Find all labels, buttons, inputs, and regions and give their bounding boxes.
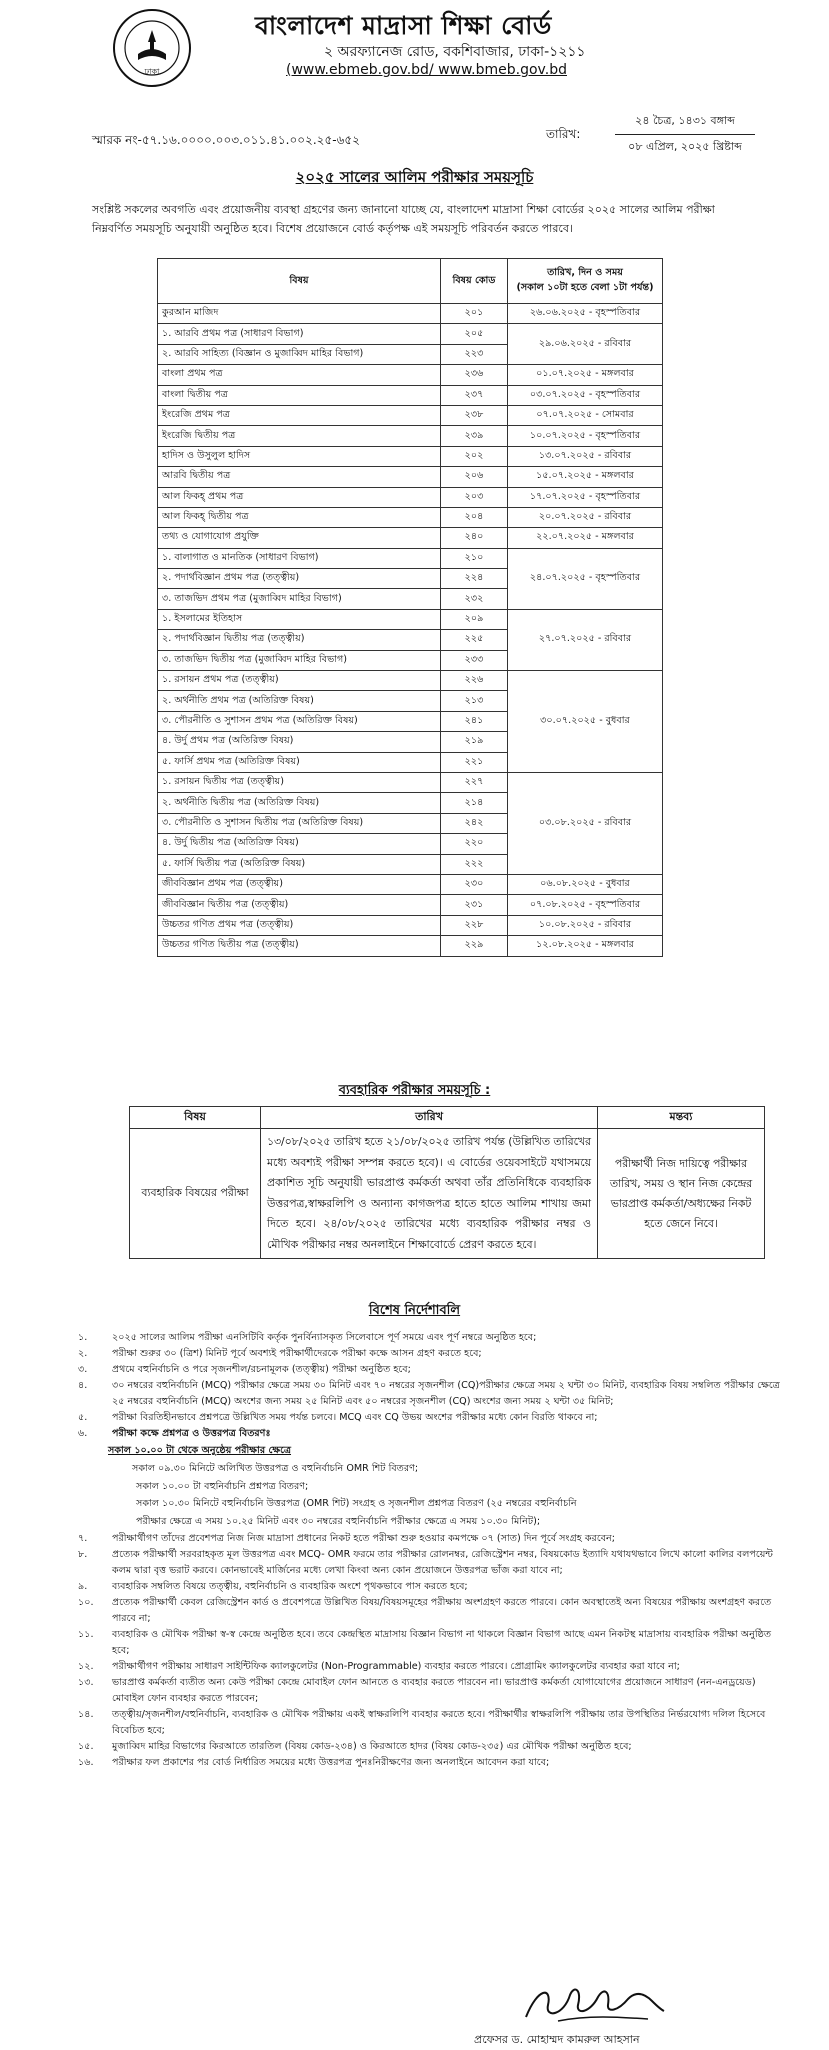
schedule-subject: হাদিস ও উসুলুল হাদিস (158, 446, 441, 466)
schedule-subject: উচ্চতর গণিত দ্বিতীয় পত্র (তত্ত্বীয়) (158, 936, 441, 956)
schedule-code: ২৩৩ (441, 650, 508, 670)
schedule-subject: জীববিজ্ঞান দ্বিতীয় পত্র (তত্ত্বীয়) (158, 895, 441, 915)
schedule-code: ২২১ (441, 752, 508, 772)
schedule-subject: ৪. উর্দু প্রথম পত্র (অতিরিক্ত বিষয়) (158, 732, 441, 752)
table-row (158, 609, 663, 629)
schedule-date: ০৬.০৮.২০২৫ - বুধবার (508, 874, 663, 894)
instruction-text: ব্যবহারিক সম্বলিত বিষয়ে তত্ত্বীয়, বহুনির্বাচনি ও ব্যবহারিক অংশে পৃথকভাবে পাস করতে হবে; (112, 1580, 468, 1592)
instruction-sub-heading: সকাল ১০.০০ টা থেকে অনুষ্ঠেয় পরীক্ষার ক্ষেত্রে (108, 1445, 292, 1456)
table-row (158, 365, 663, 385)
schedule-code: ২০৯ (441, 609, 508, 629)
schedule-code: ২২০ (441, 834, 508, 854)
schedule-code: ২১৪ (441, 793, 508, 813)
schedule-date: ১২.০৮.২০২৫ - মঙ্গলবার (508, 936, 663, 956)
table-row (158, 528, 663, 548)
schedule-date: ০১.০৭.২০২৫ - মঙ্গলবার (508, 365, 663, 385)
practical-header-date: তারিখ (261, 1107, 598, 1129)
schedule-subject: তথ্য ও যোগাযোগ প্রযুক্তি (158, 528, 441, 548)
schedule-code: ২৩৮ (441, 405, 508, 425)
instruction-sub-line: সকাল ০৯.৩০ মিনিটে অলিখিত উত্তরপত্র ও বহুনির্বাচনি OMR শিট বিতরণ; (132, 1462, 419, 1474)
practical-header-subject: বিষয় (130, 1107, 261, 1129)
instruction-number: ১৩. (78, 1676, 94, 1688)
date-bangla: ২৪ চৈত্র, ১৪৩১ বঙ্গাব্দ (615, 112, 755, 135)
instruction-number: ৬. (78, 1428, 88, 1439)
instruction-number: ৩. (78, 1364, 88, 1375)
schedule-code: ২৩৯ (441, 426, 508, 446)
schedule-code: ২৩০ (441, 874, 508, 894)
instruction-text: পরীক্ষা বিরতিহীনভাবে প্রশ্নপত্রে উল্লিখিত সময় পর্যন্ত চলবে। MCQ এবং CQ উভয় অংশের পরীক্ষার মধ্যে কোন বিরতি থাকবে না; (112, 1412, 598, 1423)
board-website-link[interactable]: (www.ebmeb.gov.bd/ www.bmeb.gov.bd (286, 62, 567, 78)
table-row (158, 304, 663, 324)
schedule-code: ২৪২ (441, 813, 508, 833)
schedule-code: ২৪১ (441, 711, 508, 731)
instruction-number: ৮. (78, 1548, 88, 1560)
table-row (158, 467, 663, 487)
schedule-code: ২৩৭ (441, 385, 508, 405)
schedule-date: ১৭.০৭.২০২৫ - বৃহস্পতিবার (508, 487, 663, 507)
instruction-number: ১০. (78, 1596, 94, 1608)
schedule-code: ২০২ (441, 446, 508, 466)
table-row (130, 1129, 765, 1259)
schedule-code: ২২৬ (441, 671, 508, 691)
schedule-code: ২৩২ (441, 589, 508, 609)
instruction-item (78, 1755, 786, 1771)
table-row (158, 915, 663, 935)
schedule-subject: ২. আরবি সাহিত্য (বিজ্ঞান ও মুজাব্বিদ মাহির বিভাগ) (158, 344, 441, 364)
table-row (158, 548, 663, 568)
schedule-subject: কুরআন মাজিদ (158, 304, 441, 324)
schedule-date: ০৭.০৭.২০২৫ - সোমবার (508, 405, 663, 425)
schedule-code: ২২৫ (441, 630, 508, 650)
practical-remarks: পরীক্ষার্থী নিজ দায়িত্বে পরীক্ষার তারিখ, সময় ও স্থান নিজ কেন্দ্রের ভারপ্রাপ্ত কর্মকর্তা/অধ্যক্ষের নিকট হতে জেনে নিবে। (598, 1129, 765, 1259)
svg-text:ঢাকা: ঢাকা (144, 67, 160, 76)
instruction-text: প্রত্যেক পরীক্ষার্থী কেবল রেজিস্ট্রেশন কার্ড ও প্রবেশপত্রে উল্লিখিত বিষয়/বিষয়সমূহের পরীক্ষায় অংশগ্রহণ করতে পারবে। কোন অবস্থাতেই অন্য বিষয়ের পরীক্ষায় অংশগ্রহণ করতে পারবে না; (112, 1596, 772, 1624)
schedule-date: ১৫.০৭.২০২৫ - মঙ্গলবার (508, 467, 663, 487)
date-box (615, 112, 755, 157)
header-datetime (508, 259, 663, 304)
schedule-code: ২০৬ (441, 467, 508, 487)
schedule-date: ২৬.০৬.২০২৫ - বৃহস্পতিবার (508, 304, 663, 324)
instruction-number: ১৪. (78, 1708, 94, 1720)
schedule-date: ২২.০৭.২০২৫ - মঙ্গলবার (508, 528, 663, 548)
schedule-date: ১০.০৮.২০২৫ - রবিবার (508, 915, 663, 935)
schedule-subject: ৩. তাজভিদ দ্বিতীয় পত্র (মুজাব্বিদ মাহির বিভাগ) (158, 650, 441, 670)
instruction-text: তত্ত্বীয়/সৃজনশীল/বহুনির্বাচনি, ব্যবহারিক ও মৌখিক পরীক্ষায় একই স্বাক্ষরলিপি ব্যবহার করতে হবে। পরীক্ষার্থীর স্বাক্ষরলিপি পরীক্ষায় তার উপস্থিতির নির্ভরযোগ্য দলিল হিসেবে বিবেচিত হবে; (112, 1708, 766, 1736)
signatory-name: প্রফেসর ড. মোহাম্মদ কামরুল আহসান (474, 2033, 640, 2046)
schedule-subject: ৩. পৌরনীতি ও সুশাসন দ্বিতীয় পত্র (অতিরিক্ত বিষয়) (158, 813, 441, 833)
instruction-item (78, 1362, 786, 1378)
schedule-subject: ২. পদার্থবিজ্ঞান প্রথম পত্র (তত্ত্বীয়) (158, 569, 441, 589)
schedule-subject: ২. অর্থনীতি দ্বিতীয় পত্র (অতিরিক্ত বিষয়) (158, 793, 441, 813)
table-row (158, 895, 663, 915)
instruction-item (78, 1531, 786, 1547)
table-row (158, 487, 663, 507)
board-address: ২ অরফ্যানেজ রোড, বকশিবাজার, ঢাকা-১২১১ (324, 44, 586, 60)
schedule-subject: ২. পদার্থবিজ্ঞান দ্বিতীয় পত্র (তত্ত্বীয়) (158, 630, 441, 650)
schedule-code: ২২৩ (441, 344, 508, 364)
instruction-item (78, 1426, 786, 1442)
schedule-code: ২৩৬ (441, 365, 508, 385)
schedule-subject: ৫. ফার্সি দ্বিতীয় পত্র (অতিরিক্ত বিষয়) (158, 854, 441, 874)
table-row (158, 426, 663, 446)
instruction-item (78, 1547, 786, 1579)
table-row (158, 507, 663, 527)
schedule-subject: জীববিজ্ঞান প্রথম পত্র (তত্ত্বীয়) (158, 874, 441, 894)
schedule-code: ২১০ (441, 548, 508, 568)
board-seal-logo (112, 8, 192, 88)
instruction-sub-line: সকাল ১০.০০ টা বহুনির্বাচনি প্রশ্নপত্র বিতরণ; (136, 1480, 309, 1492)
schedule-date: ৩০.০৭.২০২৫ - বুধবার (508, 671, 663, 773)
signature-image (518, 1975, 668, 2030)
instruction-number: ৭. (78, 1532, 88, 1544)
memo-number: স্মারক নং-৫৭.১৬.০০০০.০০৩.০১১.৪১.০০২.২৫-৬৫২ (92, 133, 360, 147)
date-label: তারিখ: (546, 127, 581, 141)
exam-schedule-table (157, 258, 663, 957)
schedule-subject: আরবি দ্বিতীয় পত্র (158, 467, 441, 487)
schedule-code: ২৪০ (441, 528, 508, 548)
instruction-text: পরীক্ষার্থীগণ তাঁদের প্রবেশপত্র নিজ নিজ মাদ্রাসা প্রধানের নিকট হতে পরীক্ষা শুরু হওয়ার কমপক্ষে ০৭ (সাত) দিন পূর্বে সংগ্রহ করবেন; (112, 1532, 615, 1544)
instruction-text: পরীক্ষা শুরুর ৩০ (ত্রিশ) মিনিট পূর্বে অবশ্যই পরীক্ষার্থীদেরকে পরীক্ষা কক্ষে আসন গ্রহণ করতে হবে; (112, 1348, 482, 1359)
instruction-item (78, 1707, 786, 1739)
schedule-code: ২২৪ (441, 569, 508, 589)
instruction-number: ৯. (78, 1580, 88, 1592)
instruction-number: ১১. (78, 1628, 94, 1640)
schedule-code: ২০১ (441, 304, 508, 324)
instruction-text: ৩০ নম্বরের বহুনির্বাচনি (MCQ) পরীক্ষার ক্ষেত্রে সময় ৩০ মিনিট এবং ৭০ নম্বরের সৃজনশীল (CQ)পরীক্ষার ক্ষেত্রে সময় ২ ঘন্টা ৩০ মিনিট, ব্যবহারিক বিষয় সম্বলিত পরীক্ষার ক্ষেত্রে ২৫ নম্বরের বহুনির্বাচনি (MCQ) অংশের জন্য সময় ২৫ মিনিট এবং ৫০ নম্বরের সৃজনশীল (CQ) অংশের জন্য সময় ২ ঘন্টা ৩৫ মিনিট; (112, 1380, 780, 1407)
schedule-code: ২১৯ (441, 732, 508, 752)
schedule-subject: বাংলা দ্বিতীয় পত্র (158, 385, 441, 405)
schedule-code: ২২২ (441, 854, 508, 874)
practical-description: ১৩/০৮/২০২৫ তারিখ হতে ২১/০৮/২০২৫ তারিখ পর্যন্ত (উল্লিখিত তারিখের মধ্যে অবশ্যই পরীক্ষা সম্পন্ন করতে হবে)। এ বোর্ডের ওয়েবসাইটে যথাসময়ে প্রকাশিত সূচি অনুযায়ী ভারপ্রাপ্ত কর্মকর্তা অথবা তাঁর প্রতিনিধিকে ব্যবহারিক উত্তরপত্র,স্বাক্ষরলিপি ও অন্যান্য কাগজপত্র হাতে হাতে আলিম শাখায় জমা দিতে হবে। ২৪/০৮/২০২৫ তারিখের মধ্যে ব্যবহারিক পরীক্ষার নম্বর ও মৌখিক পরীক্ষার নম্বর অনলাইনে শিক্ষাবোর্ডে প্রেরণ করতে হবে। (261, 1129, 598, 1259)
schedule-subject: ২. অর্থনীতি প্রথম পত্র (অতিরিক্ত বিষয়) (158, 691, 441, 711)
schedule-code: ২১৩ (441, 691, 508, 711)
instruction-item (78, 1410, 786, 1426)
schedule-date: ০৩.০৮.২০২৫ - রবিবার (508, 772, 663, 874)
instruction-number: ১৬. (78, 1756, 94, 1768)
schedule-date: ০৩.০৭.২০২৫ - বৃহস্পতিবার (508, 385, 663, 405)
schedule-code: ২৩১ (441, 895, 508, 915)
instruction-item (78, 1346, 786, 1362)
practical-subject: ব্যবহারিক বিষয়ের পরীক্ষা (130, 1129, 261, 1259)
table-row (158, 446, 663, 466)
schedule-date: ২৯.০৬.২০২৫ - রবিবার (508, 324, 663, 365)
board-name: বাংলাদেশ মাদ্রাসা শিক্ষা বোর্ড (255, 11, 552, 40)
instruction-text: ভারপ্রাপ্ত কর্মকর্তা ব্যতীত অন্য কেউ পরীক্ষা কেন্দ্রে মোবাইল ফোন আনতে ও ব্যবহার করতে পারবেন না। ভারপ্রাপ্ত কর্মকর্তা যোগাযোগের প্রয়োজনে সাধারণ (নন-এনড্রয়েড) মোবাইল ফোন ব্যবহার করতে পারবেন; (112, 1676, 756, 1704)
page-title: ২০২৫ সালের আলিম পরীক্ষার সময়সূচি (295, 168, 534, 186)
table-row (158, 936, 663, 956)
schedule-subject: ৪. উর্দু দ্বিতীয় পত্র (অতিরিক্ত বিষয়) (158, 834, 441, 854)
instruction-item (78, 1739, 786, 1755)
instruction-text: ২০২৫ সালের আলিম পরীক্ষা এনসিটিবি কর্তৃক পুনর্বিন্যাসকৃত সিলেবাসে পূর্ণ সময়ে এবং পূর্ণ নম্বরে অনুষ্ঠিত হবে; (112, 1332, 537, 1343)
schedule-subject: আল ফিকহ্ দ্বিতীয় পত্র (158, 507, 441, 527)
schedule-subject: ১. রসায়ন প্রথম পত্র (তত্ত্বীয়) (158, 671, 441, 691)
table-row (158, 874, 663, 894)
instruction-sub-line: পরীক্ষার ক্ষেত্রে এ সময় ১০.২৫ মিনিট এবং ৩০ নম্বরের বহুনির্বাচনি পরীক্ষার ক্ষেত্রে এ সময় ১০.৩০ মিনিট); (136, 1516, 541, 1528)
instruction-text: পরীক্ষার ফল প্রকাশের পর বোর্ড নির্ধারিত সময়ের মধ্যে উত্তরপত্র পুনঃনিরীক্ষণের জন্য অনলাইনে আবেদন করা যাবে; (112, 1756, 550, 1768)
instruction-text: প্রত্যেক পরীক্ষার্থী সরবরাহকৃত মূল উত্তরপত্র এবং MCQ- OMR ফরমে তার পরীক্ষার রোলনম্বর, রেজিস্ট্রেশন নম্বর, বিষয়কোড ইত্যাদি যথাযথভাবে লিখে কালো কালির বলপয়েন্ট কলম দ্বারা বৃত্ত ভরাট করবে। কোনভাবেই মার্জিনের মধ্যে লেখা কিংবা অন্য কোন প্রয়োজনে উত্তরপত্র ভাঁজ করা যাবে না; (112, 1548, 773, 1576)
instructions-list (78, 1330, 786, 1771)
schedule-date: ১০.০৭.২০২৫ - বৃহস্পতিবার (508, 426, 663, 446)
instruction-text: পরীক্ষা কক্ষে প্রশ্নপত্র ও উত্তরপত্র বিতরণঃ (112, 1428, 271, 1439)
schedule-code: ২২৭ (441, 772, 508, 792)
schedule-date: ০৭.০৮.২০২৫ - বৃহস্পতিবার (508, 895, 663, 915)
intro-paragraph: সংশ্লিষ্ট সকলের অবগতি এবং প্রয়োজনীয় ব্যবস্থা গ্রহণের জন্য জানানো যাচ্ছে যে, বাংলাদেশ মাদ্রাসা শিক্ষা বোর্ডের ২০২৫ সালের আলিম পরীক্ষা নিম্নবর্ণিত সময়সূচি অনুযায়ী অনুষ্ঠিত হবে। বিশেষ প্রয়োজনে বোর্ড কর্তৃপক্ষ এই সময়সূচি পরিবর্তন করতে পারবে। (92, 203, 715, 235)
instruction-text: ব্যবহারিক ও মৌখিক পরীক্ষা স্ব-স্ব কেন্দ্রে অনুষ্ঠিত হবে। তবে কেন্দ্রস্থিত মাদ্রাসায় বিজ্ঞান বিভাগ না থাকলে বিজ্ঞান বিভাগ আছে এমন নিকটস্থ মাদ্রাসায় ব্যবহারিক পরীক্ষা অনুষ্ঠিত হবে; (112, 1628, 772, 1656)
schedule-date: ২০.০৭.২০২৫ - রবিবার (508, 507, 663, 527)
schedule-subject: ৩. পৌরনীতি ও সুশাসন প্রথম পত্র (অতিরিক্ত বিষয়) (158, 711, 441, 731)
instruction-sub-line: সকাল ১০.৩০ মিনিটে বহুনির্বাচনি উত্তরপত্র (OMR শিট) সংগ্রহ ও সৃজনশীল প্রশ্নপত্র বিতরণ (২৫ নম্বরের বহুনির্বাচনি (136, 1498, 577, 1510)
instructions-title: বিশেষ নির্দেশাবলি (368, 1303, 461, 1318)
schedule-subject: ১. আরবি প্রথম পত্র (সাধারণ বিভাগ) (158, 324, 441, 344)
instruction-item (78, 1595, 786, 1627)
header-subject: বিষয় (158, 259, 441, 304)
schedule-code: ২২৯ (441, 936, 508, 956)
instruction-text: প্রথমে বহুনির্বাচনি ও পরে সৃজনশীল/রচনামূলক (তত্ত্বীয়) পরীক্ষা অনুষ্ঠিত হবে; (112, 1364, 411, 1375)
schedule-code: ২০৪ (441, 507, 508, 527)
table-row (158, 385, 663, 405)
instruction-item (78, 1378, 786, 1410)
instruction-item (78, 1579, 786, 1595)
practical-title: ব্যবহারিক পরীক্ষার সময়সূচি : (338, 1083, 491, 1098)
table-header-row (158, 259, 663, 304)
schedule-subject: ৫. ফার্সি প্রথম পত্র (অতিরিক্ত বিষয়) (158, 752, 441, 772)
schedule-subject: ১. রসায়ন দ্বিতীয় পত্র (তত্ত্বীয়) (158, 772, 441, 792)
schedule-subject: বাংলা প্রথম পত্র (158, 365, 441, 385)
schedule-subject: আল ফিকহ্ প্রথম পত্র (158, 487, 441, 507)
schedule-subject: ইংরেজি দ্বিতীয় পত্র (158, 426, 441, 446)
schedule-subject: ইংরেজি প্রথম পত্র (158, 405, 441, 425)
schedule-date: ১৩.০৭.২০২৫ - রবিবার (508, 446, 663, 466)
instruction-number: ৪. (78, 1380, 88, 1391)
table-row (158, 671, 663, 691)
schedule-date: ২৭.০৭.২০২৫ - রবিবার (508, 609, 663, 670)
schedule-date: ২৪.০৭.২০২৫ - বৃহস্পতিবার (508, 548, 663, 609)
practical-schedule-table (129, 1106, 765, 1259)
schedule-code: ২০৫ (441, 324, 508, 344)
schedule-subject: ১. বালাগাত ও মানতিক (সাধারণ বিভাগ) (158, 548, 441, 568)
instruction-number: ১. (78, 1332, 88, 1343)
schedule-subject: উচ্চতর গণিত প্রথম পত্র (তত্ত্বীয়) (158, 915, 441, 935)
instruction-text: পরীক্ষার্থীগণ পরীক্ষায় সাধারণ সাইন্টিফিক ক্যালকুলেটর (Non-Programmable) ব্যবহার করতে পারবে। প্রোগ্রামিং ক্যালকুলেটর ব্যবহার করা যাবে না; (112, 1660, 680, 1672)
practical-header-remarks: মন্তব্য (598, 1107, 765, 1129)
schedule-code: ২০৩ (441, 487, 508, 507)
instruction-number: ১২. (78, 1660, 94, 1672)
instruction-item (78, 1675, 786, 1707)
instruction-item (78, 1627, 786, 1659)
table-header-row (130, 1107, 765, 1129)
header-datetime-label: তারিখ, দিন ও সময় (547, 267, 623, 278)
table-row (158, 405, 663, 425)
header-code: বিষয় কোড (441, 259, 508, 304)
table-row (158, 324, 663, 344)
header-time-note: (সকাল ১০টা হতে বেলা ১টা পর্যন্ত) (516, 282, 654, 293)
instruction-number: ১৫. (78, 1740, 94, 1752)
schedule-subject: ৩. তাজভিদ প্রথম পত্র (মুজাব্বিদ মাহির বিভাগ) (158, 589, 441, 609)
schedule-subject: ১. ইসলামের ইতিহাস (158, 609, 441, 629)
instruction-number: ২. (78, 1348, 88, 1359)
date-english: ০৮ এপ্রিল, ২০২৫ খ্রিষ্টাব্দ (628, 140, 742, 153)
instruction-item (78, 1330, 786, 1346)
table-row (158, 772, 663, 792)
schedule-code: ২২৮ (441, 915, 508, 935)
instruction-number: ৫. (78, 1412, 88, 1423)
instruction-item (78, 1659, 786, 1675)
instruction-text: মুজাব্বিদ মাহির বিভাগের কিরআতে তারতিল (বিষয় কোড-২৩৪) ও কিরআতে হাদর (বিষয় কোড-২৩৫) এর মৌখিক পরীক্ষা অনুষ্ঠিত হবে; (112, 1740, 632, 1752)
